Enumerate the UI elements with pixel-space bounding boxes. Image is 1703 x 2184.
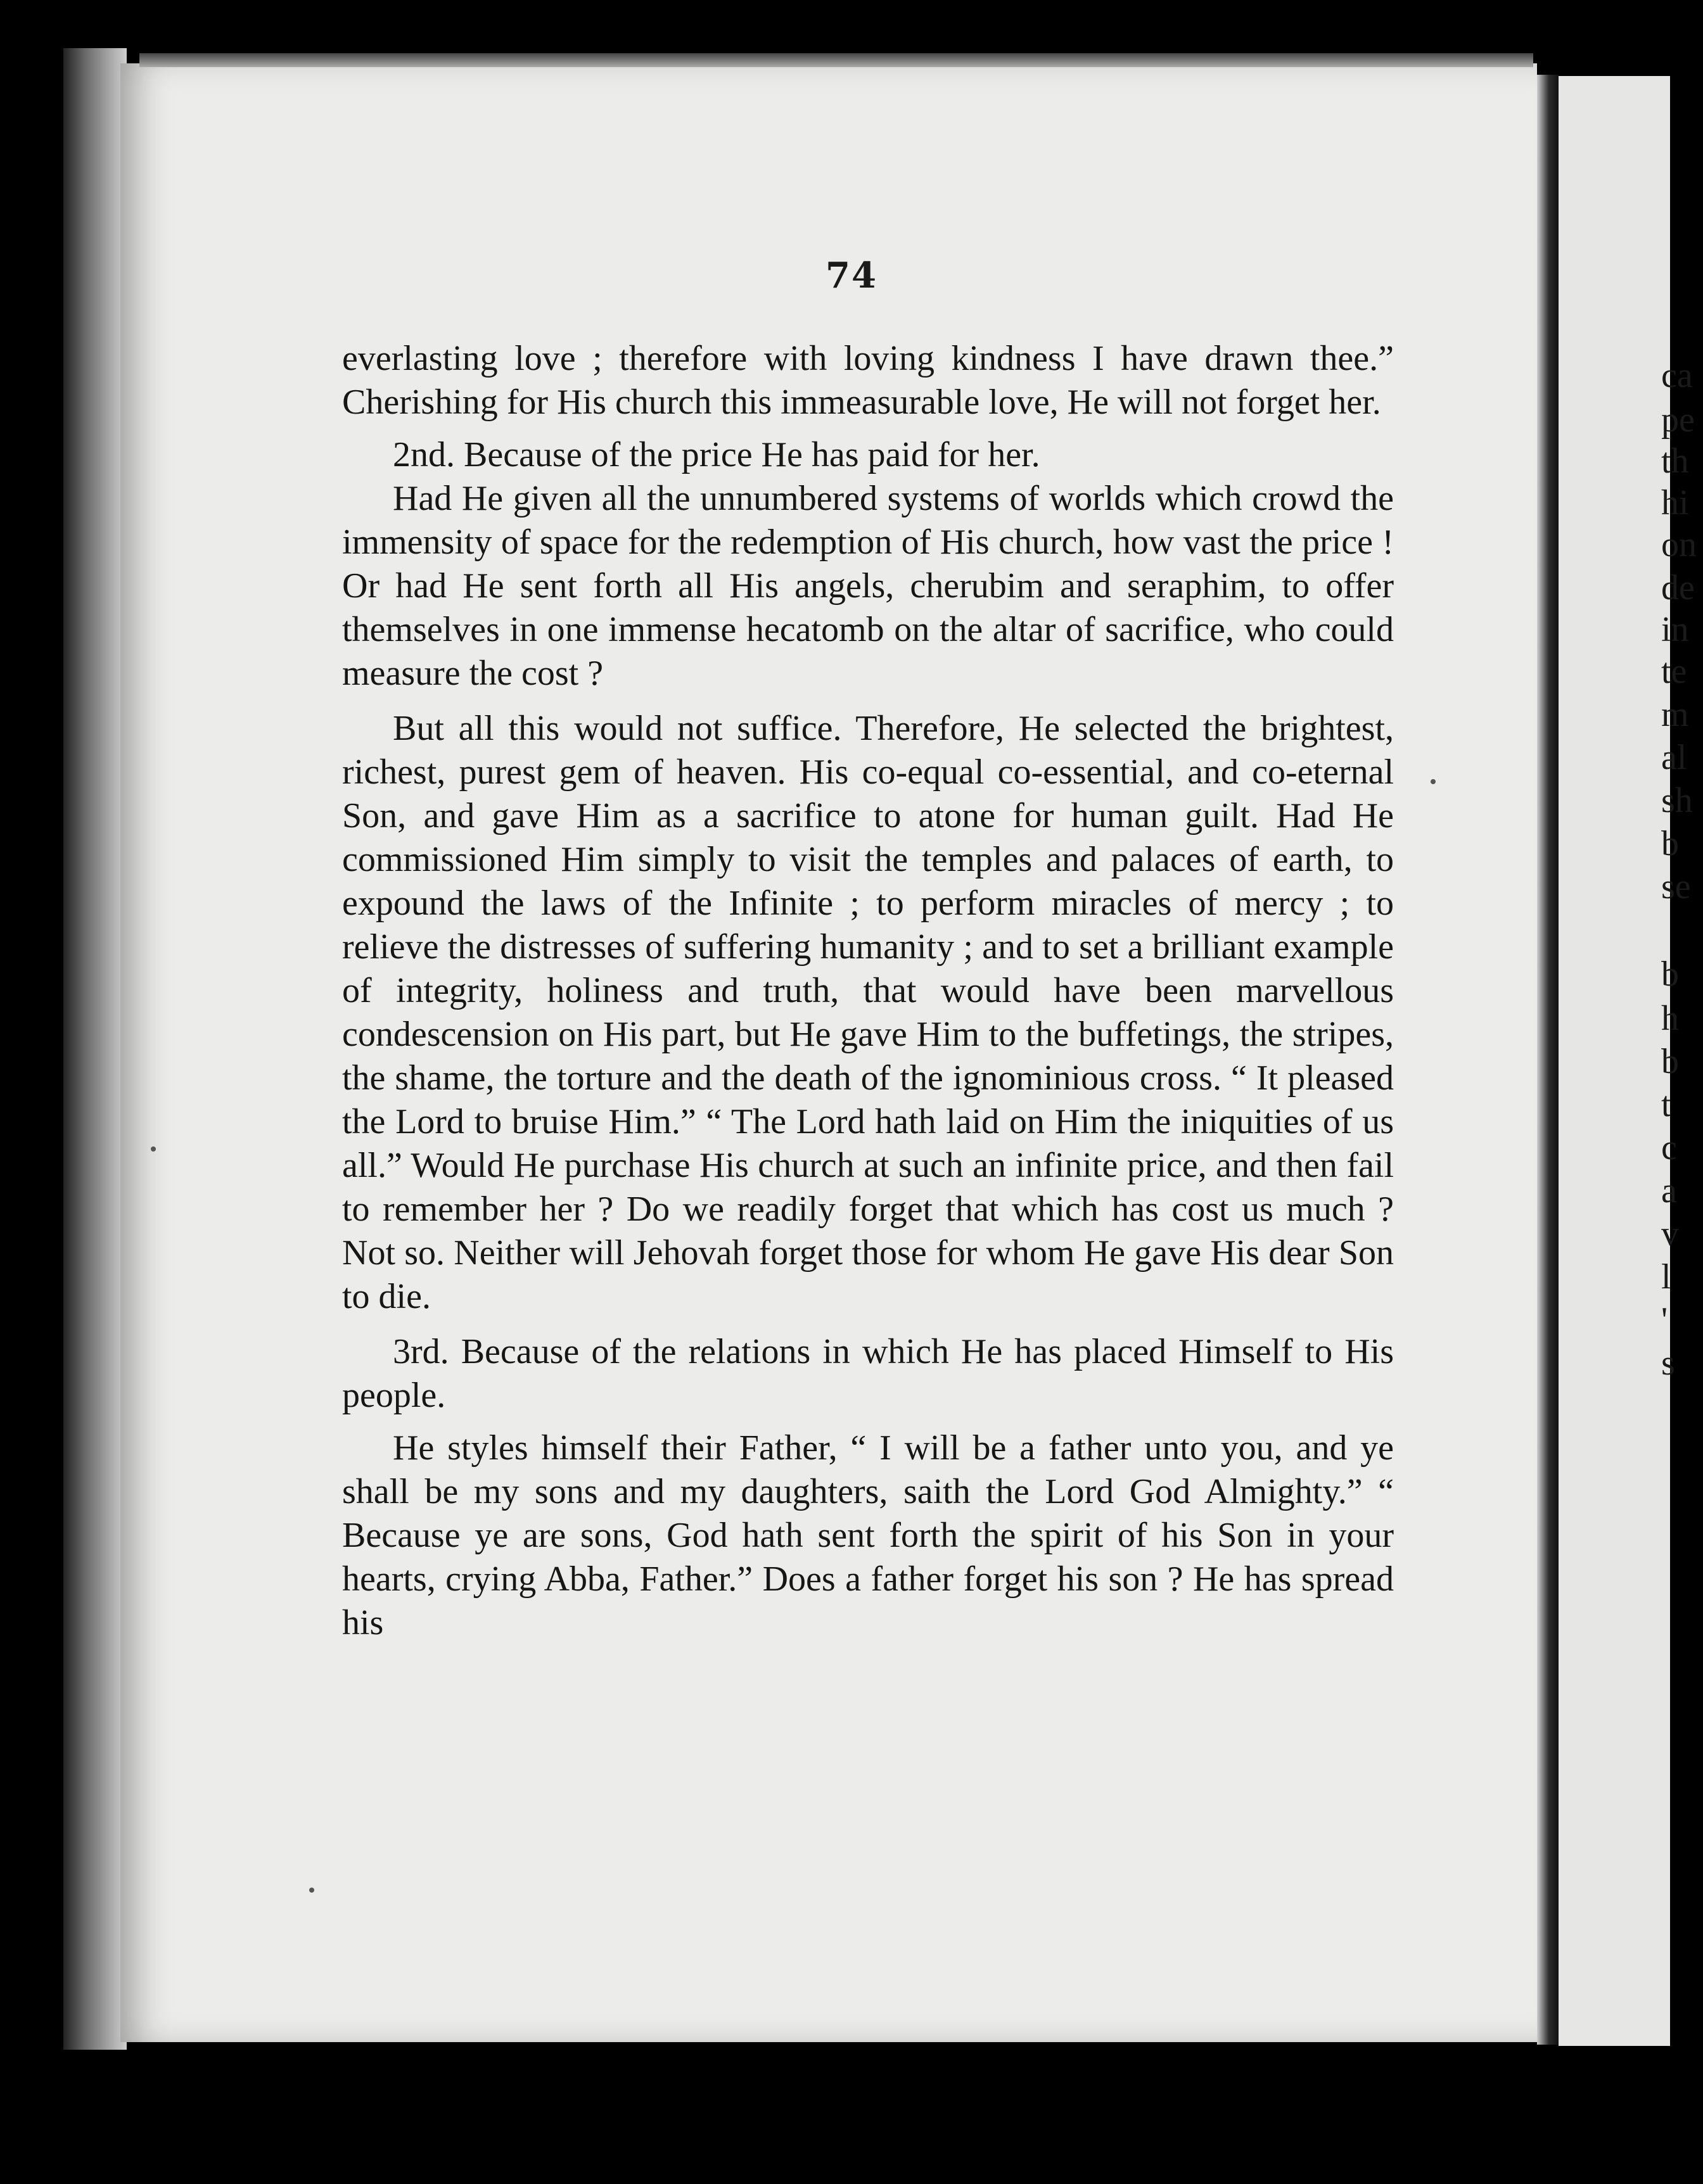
right-page-fragment: m xyxy=(1661,695,1689,734)
paragraph-continuation: everlasting love ; therefore with loving kindness I have drawn thee.” Cherishing for His church this immeasurable love, He will not forget her. xyxy=(342,339,1394,422)
right-page-fragment: se xyxy=(1661,867,1691,906)
right-page-fragment: on xyxy=(1661,525,1697,564)
right-page-fragment: v xyxy=(1661,1214,1679,1254)
scan-speck xyxy=(309,1888,314,1893)
right-page-fragment: ca xyxy=(1661,356,1693,395)
page-top-edge xyxy=(139,53,1533,67)
scan-speck xyxy=(1431,779,1436,784)
right-page-fragment: s xyxy=(1661,1343,1675,1383)
paragraph-father: He styles himself their Father, “ I will be a father unto you, and ye shall be my sons and my daughters, saith the Lord God Almighty.” “ Because ye are sons, God hath sent forth the spirit of his Son in your hearts, crying Abba, Father.” Does a father forget his son ? He has spread his xyxy=(342,1428,1394,1642)
paragraph-heading-third: 3rd. Because of the relations in which He has placed Himself to His people. xyxy=(342,1332,1394,1415)
right-page-fragment: h xyxy=(1661,999,1679,1038)
right-page-fragment: b xyxy=(1661,824,1679,863)
paragraph-price: Had He given all the unnumbered systems of worlds which crowd the immensity of space for the redemption of His church, how vast the price ! Or had He sent forth all His angels, cherubim and seraphim, to offer themselves in one immense hecatomb on the altar of sacrifice, who could measure the cost ? xyxy=(342,479,1394,693)
scan-speck xyxy=(151,1146,156,1152)
right-page xyxy=(1559,76,1673,2046)
right-page-fragment: pe xyxy=(1661,400,1695,440)
right-page-fragment: de xyxy=(1661,568,1695,607)
right-page-fragment: b xyxy=(1661,955,1679,994)
left-page-edge xyxy=(63,48,127,2050)
paragraph-heading-second: 2nd. Because of the price He has paid for her. xyxy=(393,435,1040,474)
right-page-fragment: t xyxy=(1661,1085,1671,1124)
book-gutter xyxy=(1537,75,1559,2045)
right-page-fragment: c xyxy=(1661,1128,1677,1167)
right-page-fragment: in xyxy=(1661,610,1689,649)
right-page-fragment: b xyxy=(1661,1042,1679,1081)
right-page-fragment: sh xyxy=(1661,781,1693,820)
right-page-fragment: hi xyxy=(1661,483,1689,523)
right-page-fragment: a xyxy=(1661,1171,1677,1210)
page-body-text xyxy=(342,337,1394,1645)
right-page-fragment: al xyxy=(1661,738,1687,777)
paragraph-sacrifice: But all this would not suffice. Therefore, He selected the brightest, richest, purest gem of heaven. His co-equal co-essential, and co-eternal Son, and gave Him as a sacrifice to atone for human guilt. Had He commissioned Him simply to visit the temples and palaces of earth, to expound the laws of the Infinite ; to perform miracles of mercy ; to relieve the distresses of suffering humanity ; and to set a brilliant example of integrity, holiness and truth, that would have been marvellous condescension on His part, but He gave Him to the buffetings, the stripes, the shame, the torture and the death of the ignominious cross. “ It pleased the Lord to bruise Him.” “ The Lord hath laid on Him the iniquities of us all.” Would He purchase His church at such an infinite price, and then fail to remember her ? Do we readily forget that which has cost us much ? Not so. Neither will Jehovah forget those for whom He gave His dear Son to die. xyxy=(342,709,1394,1316)
right-page-fragment: l xyxy=(1661,1257,1671,1297)
right-page-fragment: te xyxy=(1661,652,1687,691)
right-page-fragment: ' xyxy=(1661,1300,1668,1340)
page-number: 74 xyxy=(826,255,877,296)
right-page-fragment: th xyxy=(1661,441,1689,481)
